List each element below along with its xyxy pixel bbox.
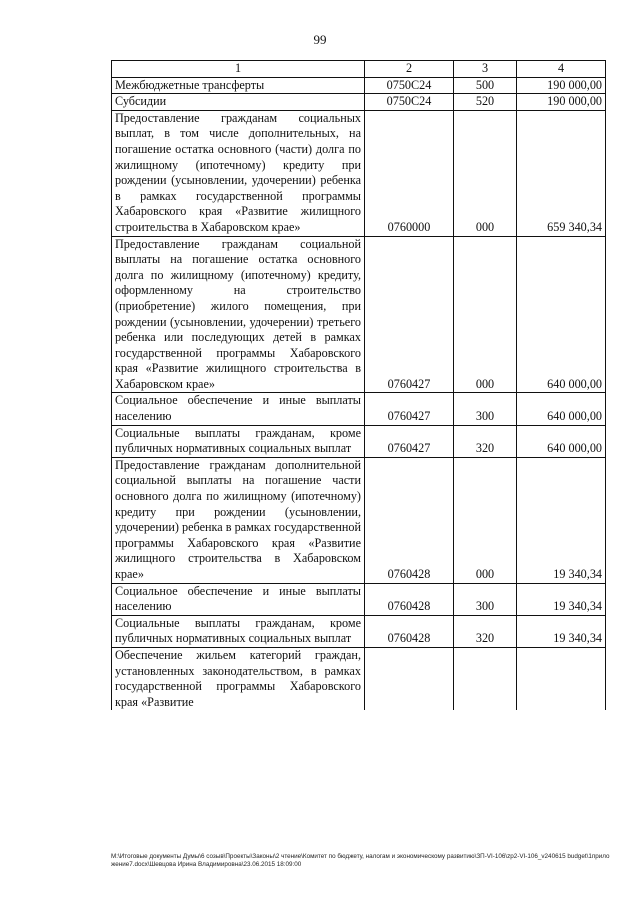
cell-expense-type: 000 <box>454 236 517 393</box>
cell-target-code: 0760428 <box>365 615 454 647</box>
header-col-1: 1 <box>112 61 365 78</box>
cell-name: Субсидии <box>112 94 365 111</box>
cell-expense-type: 520 <box>454 94 517 111</box>
cell-name: Социальное обеспечение и иные выплаты населению <box>112 583 365 615</box>
cell-expense-type: 320 <box>454 425 517 457</box>
table-row <box>112 647 606 710</box>
cell-target-code: 0760000 <box>365 110 454 236</box>
cell-amount: 640 000,00 <box>517 425 606 457</box>
table-row <box>112 393 606 425</box>
cell-target-code: 0760427 <box>365 393 454 425</box>
cell-expense-type: 300 <box>454 393 517 425</box>
table-row <box>112 77 606 94</box>
cell-amount: 640 000,00 <box>517 393 606 425</box>
cell-amount: 640 000,00 <box>517 236 606 393</box>
cell-name: Социальные выплаты гражданам, кроме публичных нормативных социальных выплат <box>112 615 365 647</box>
budget-table <box>111 60 606 710</box>
cell-amount: 190 000,00 <box>517 77 606 94</box>
table-row <box>112 110 606 236</box>
table-row <box>112 94 606 111</box>
cell-target-code <box>365 647 454 710</box>
cell-target-code: 0750С24 <box>365 77 454 94</box>
cell-expense-type: 500 <box>454 77 517 94</box>
cell-expense-type: 320 <box>454 615 517 647</box>
header-col-2: 2 <box>365 61 454 78</box>
cell-amount: 19 340,34 <box>517 457 606 583</box>
page-number: 99 <box>313 32 327 47</box>
cell-amount: 19 340,34 <box>517 583 606 615</box>
table-row <box>112 425 606 457</box>
cell-name: Предоставление гражданам социальных выплат, в том числе дополнительных, на погашение остатка основного (части) долга по жилищному (ипотечному) кредиту при рождении (усыновлении, удочерении) ребенка в рамках государственной программы Хабаровского края «Развитие жилищного строительства в Хабаровском крае» <box>112 110 365 236</box>
header-col-3: 3 <box>454 61 517 78</box>
table-row <box>112 457 606 583</box>
cell-expense-type: 000 <box>454 110 517 236</box>
cell-name: Социальное обеспечение и иные выплаты населению <box>112 393 365 425</box>
cell-name: Межбюджетные трансферты <box>112 77 365 94</box>
cell-amount: 659 340,34 <box>517 110 606 236</box>
table-header-row <box>112 61 606 78</box>
cell-target-code: 0760428 <box>365 457 454 583</box>
cell-amount: 19 340,34 <box>517 615 606 647</box>
table-row <box>112 236 606 393</box>
header-col-4: 4 <box>517 61 606 78</box>
cell-name: Социальные выплаты гражданам, кроме публичных нормативных социальных выплат <box>112 425 365 457</box>
cell-amount: 190 000,00 <box>517 94 606 111</box>
cell-target-code: 0750С24 <box>365 94 454 111</box>
cell-expense-type <box>454 647 517 710</box>
cell-expense-type: 000 <box>454 457 517 583</box>
cell-name: Обеспечение жильем категорий граждан, установленных законодательством, в рамках государственной программы Хабаровского края «Развитие <box>112 647 365 710</box>
document-path-footer: M:\Итоговые документы Думы\6 созыв\Проекты\Законы\2 чтение\Комитет по бюджету, налогам и экономическому развитию\ЗП-VI-106\zp2-VI-106_v240615 budget\1приложение7.docx\Шевцова Ирина Владимировна\23.06.2015 18:09:00 <box>111 853 610 868</box>
cell-expense-type: 300 <box>454 583 517 615</box>
cell-target-code: 0760427 <box>365 236 454 393</box>
cell-amount <box>517 647 606 710</box>
cell-name: Предоставление гражданам социальной выплаты на погашение остатка основного долга по жилищному (ипотечному) кредиту, оформленному на строительство (приобретение) жилого помещения, при рождении (усыновлении, удочерении) третьего ребенка или последующих детей в рамках государственной программы Хабаровского края «Развитие жилищного строительства в Хабаровском крае» <box>112 236 365 393</box>
cell-name: Предоставление гражданам дополнительной социальной выплаты на погашение части основного долга по жилищному (ипотечному) кредиту при рождении (усыновлении, удочерении) ребенка в рамках государственной программы Хабаровского края «Развитие жилищного строительства в Хабаровском крае» <box>112 457 365 583</box>
cell-target-code: 0760427 <box>365 425 454 457</box>
table-row <box>112 583 606 615</box>
table-row <box>112 615 606 647</box>
cell-target-code: 0760428 <box>365 583 454 615</box>
